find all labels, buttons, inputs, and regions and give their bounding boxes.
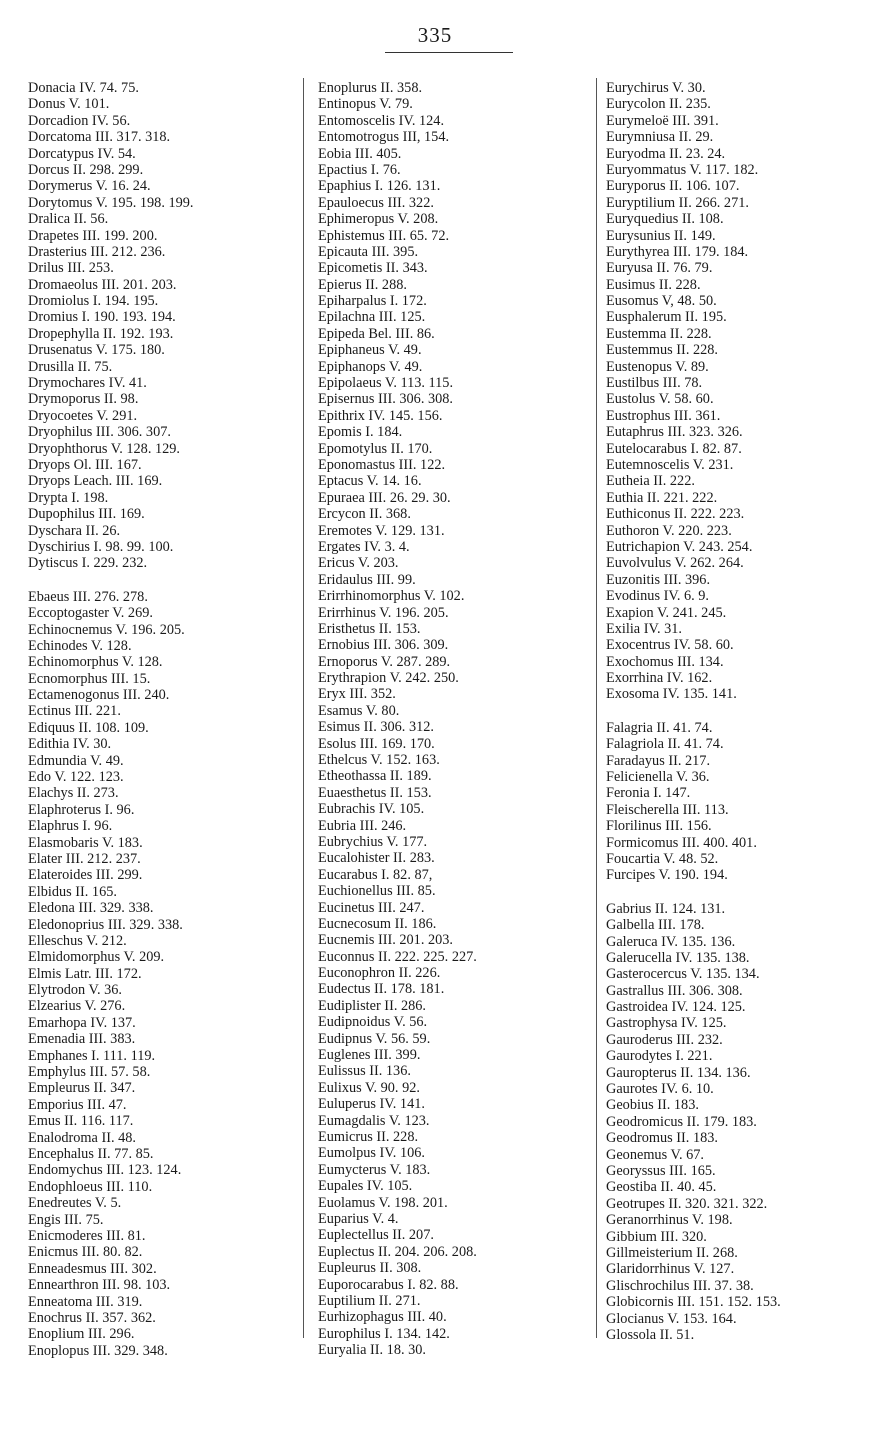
index-entry: Eucnecosum II. 186.: [318, 915, 437, 932]
index-entry: Epipeda Bel. III. 86.: [318, 325, 435, 342]
index-entry: Enoplium III. 296.: [28, 1326, 135, 1343]
index-entry: Euryalia II. 18. 30.: [318, 1342, 426, 1359]
index-entry: Euglenes III. 399.: [318, 1047, 421, 1064]
index-entry: Ernoporus V. 287. 289.: [318, 653, 451, 670]
index-entry: Geobius II. 183.: [606, 1097, 699, 1114]
index-entry: Drymochares IV. 41.: [28, 375, 147, 392]
index-entry: Enoplurus II. 358.: [318, 80, 423, 96]
index-entry: Euryommatus V. 117. 182.: [606, 161, 759, 178]
index-entry: Enedreutes V. 5.: [28, 1195, 122, 1212]
index-entry: Eumagdalis V. 123.: [318, 1112, 430, 1129]
index-entry: Euvolvulus V. 262. 264.: [606, 555, 744, 572]
index-entry: Echinocnemus V. 196. 205.: [28, 621, 185, 638]
index-entry: Euryporus II. 106. 107.: [606, 178, 740, 195]
index-entry: Elleschus V. 212.: [28, 932, 127, 949]
index-entry: Emphylus III. 57. 58.: [28, 1064, 151, 1081]
index-entry: Euptilium II. 271.: [318, 1292, 421, 1309]
index-entry: Drilus III. 253.: [28, 260, 114, 277]
index-entry: Falagria II. 41. 74.: [606, 719, 713, 736]
index-entry: Drymoporus II. 98.: [28, 391, 139, 408]
index-entry: Echinodes V. 128.: [28, 637, 132, 654]
index-entry: Galeruca IV. 135. 136.: [606, 933, 736, 950]
index-entry: Ercycon II. 368.: [318, 506, 411, 523]
index-entry: Empleurus II. 347.: [28, 1080, 136, 1097]
index-entry: Ephimeropus V. 208.: [318, 211, 439, 228]
index-entry: Epomis I. 184.: [318, 424, 403, 441]
index-entry: Eremotes V. 129. 131.: [318, 522, 445, 539]
index-entry: Etheothassa II. 189.: [318, 768, 432, 785]
index-entry: Epiphanops V. 49.: [318, 358, 423, 375]
index-entry: Euryquedius II. 108.: [606, 211, 724, 228]
index-entry: Eustemma II. 228.: [606, 325, 712, 342]
index-entry: Drasterius III. 212. 236.: [28, 243, 166, 260]
index-entry: Eupleurus II. 308.: [318, 1260, 422, 1277]
index-entry: Eudiplister II. 286.: [318, 997, 427, 1014]
index-entry: Eustolus V. 58. 60.: [606, 391, 714, 408]
index-entry: Epomotylus II. 170.: [318, 440, 433, 457]
index-entry: Epactius I. 76.: [318, 161, 401, 178]
index-entry: Euparius V. 4.: [318, 1210, 399, 1227]
index-entry: Entomotrogus III, 154.: [318, 129, 450, 146]
index-entry: Episernus III. 306. 308.: [318, 391, 454, 408]
index-entry: Ephistemus III. 65. 72.: [318, 227, 450, 244]
index-entry: Exilia IV. 31.: [606, 620, 682, 637]
index-entry: Gastrophysa IV. 125.: [606, 1015, 727, 1032]
index-entry: Ebaeus III. 276. 278.: [28, 588, 148, 605]
index-entry: Eurythyrea III. 179. 184.: [606, 243, 749, 260]
index-entry: Eusimus II. 228.: [606, 276, 701, 293]
index-entry: Epauloecus III. 322.: [318, 194, 434, 211]
index-entry: Eumolpus IV. 106.: [318, 1145, 425, 1162]
index-entry: Gastrallus III. 306. 308.: [606, 982, 743, 999]
index-entry: Eustrophus III. 361.: [606, 407, 721, 424]
index-entry: Drypta I. 198.: [28, 489, 109, 506]
index-entry: Dorymerus V. 16. 24.: [28, 178, 151, 195]
index-entry: Dorcatypus IV. 54.: [28, 145, 136, 162]
index-entry: Epicometis II. 343.: [318, 260, 428, 277]
index-entry: Eubria III. 246.: [318, 817, 407, 834]
index-column-3: [606, 80, 868, 1343]
index-entry: Drapetes III. 199. 200.: [28, 227, 158, 244]
index-entry: Euluperus IV. 141.: [318, 1096, 425, 1113]
index-entry: Exapion V. 241. 245.: [606, 604, 727, 621]
index-entry: Ericus V. 203.: [318, 555, 399, 572]
index-entry: Ernobius III. 306. 309.: [318, 637, 449, 654]
index-entry: Edmundia V. 49.: [28, 752, 124, 769]
index-entry: Gillmeisterium II. 268.: [606, 1244, 738, 1261]
index-entry: Epaphius I. 126. 131.: [318, 178, 441, 195]
index-entry: Galerucella IV. 135. 138.: [606, 949, 750, 966]
index-entry: Gaurodytes I. 221.: [606, 1048, 713, 1065]
index-entry: Euryodma II. 23. 24.: [606, 145, 726, 162]
index-entry: Dryops Leach. III. 169.: [28, 473, 163, 490]
section-gap: [606, 703, 868, 720]
index-entry: Exosoma IV. 135. 141.: [606, 686, 737, 703]
index-entry: Eccoptogaster V. 269.: [28, 605, 153, 622]
index-entry: Ediquus II. 108. 109.: [28, 719, 149, 736]
index-entry: Eudipnus V. 56. 59.: [318, 1030, 431, 1047]
index-entry: Emporius III. 47.: [28, 1096, 127, 1113]
index-entry: Ecnomorphus III. 15.: [28, 670, 151, 687]
index-entry: Gasterocercus V. 135. 134.: [606, 966, 760, 983]
index-entry: Dupophilus III. 169.: [28, 506, 145, 523]
index-entry: Eutrichapion V. 243. 254.: [606, 538, 753, 555]
index-entry: Glischrochilus III. 37. 38.: [606, 1277, 754, 1294]
index-entry: Eustilbus III. 78.: [606, 375, 703, 392]
index-entry: Euthiconus II. 222. 223.: [606, 506, 745, 523]
index-entry: Donus V. 101.: [28, 96, 110, 113]
index-entry: Ergates IV. 3. 4.: [318, 538, 410, 555]
index-entry: Gauropterus II. 134. 136.: [606, 1064, 751, 1081]
index-entry: Dytiscus I. 229. 232.: [28, 555, 148, 572]
index-entry: Exochomus III. 134.: [606, 653, 724, 670]
index-entry: Erirrhinomorphus V. 102.: [318, 588, 465, 605]
index-entry: Elzearius V. 276.: [28, 998, 126, 1015]
index-entry: Elmidomorphus V. 209.: [28, 949, 165, 966]
index-entry: Eusomus V, 48. 50.: [606, 293, 717, 310]
index-entry: Epierus II. 288.: [318, 276, 407, 293]
index-entry: Eusphalerum II. 195.: [606, 309, 727, 326]
index-entry: Eridaulus III. 99.: [318, 571, 416, 588]
index-entry: Euplectus II. 204. 206. 208.: [318, 1243, 477, 1260]
page-number: 335: [417, 23, 453, 47]
index-entry: Geranorrhinus V. 198.: [606, 1212, 733, 1229]
index-entry: Eucalohister II. 283.: [318, 850, 435, 867]
index-entry: Emphanes I. 111. 119.: [28, 1047, 156, 1064]
index-entry: Elaphrus I. 96.: [28, 818, 113, 835]
index-entry: Eurychirus V. 30.: [606, 80, 706, 96]
index-entry: Gastroidea IV. 124. 125.: [606, 999, 746, 1016]
index-entry: Encephalus II. 77. 85.: [28, 1146, 154, 1162]
index-entry: Elaphroterus I. 96.: [28, 801, 135, 818]
index-entry: Eurymniusa II. 29.: [606, 129, 714, 146]
index-entry: Eptacus V. 14. 16.: [318, 473, 422, 490]
index-entry: Eubrychius V. 177.: [318, 833, 428, 850]
index-entry: Exocentrus IV. 58. 60.: [606, 637, 734, 654]
index-entry: Eutemnoscelis V. 231.: [606, 456, 734, 473]
index-entry: Endomychus III. 123. 124.: [28, 1162, 182, 1179]
index-entry: Euthoron V. 220. 223.: [606, 522, 732, 539]
index-entry: Epiphaneus V. 49.: [318, 342, 422, 359]
index-entry: Eurycolon II. 235.: [606, 96, 711, 113]
index-entry: Geostiba II. 40. 45.: [606, 1179, 717, 1196]
index-entry: Exorrhina IV. 162.: [606, 670, 713, 687]
index-entry: Epicauta III. 395.: [318, 243, 419, 260]
index-entry: Esolus III. 169. 170.: [318, 735, 435, 752]
index-entry: Gibbium III. 320.: [606, 1228, 707, 1245]
index-entry: Emarhopa IV. 137.: [28, 1014, 136, 1031]
index-entry: Eutheia II. 222.: [606, 473, 695, 490]
index-entry: Elasmobaris V. 183.: [28, 834, 143, 851]
index-entry: Glaridorrhinus V. 127.: [606, 1261, 735, 1278]
index-entry: Furcipes V. 190. 194.: [606, 867, 728, 884]
index-entry: Eucnemis III. 201. 203.: [318, 932, 453, 949]
index-entry: Geonemus V. 67.: [606, 1146, 704, 1163]
index-entry: Eledonoprius III. 329. 338.: [28, 916, 183, 933]
index-entry: Emenadia III. 383.: [28, 1031, 136, 1048]
index-entry: Echinomorphus V. 128.: [28, 654, 163, 671]
header-rule: [385, 52, 513, 53]
index-entry: Eutelocarabus I. 82. 87.: [606, 440, 742, 457]
index-entry: Globicornis III. 151. 152. 153.: [606, 1294, 781, 1311]
index-entry: Dorcatoma III. 317. 318.: [28, 129, 171, 146]
index-entry: Eudipnoidus V. 56.: [318, 1014, 428, 1031]
index-entry: Epipolaeus V. 113. 115.: [318, 375, 454, 392]
index-entry: Epuraea III. 26. 29. 30.: [318, 489, 451, 506]
section-gap: [606, 884, 868, 901]
index-entry: Eumycterus V. 183.: [318, 1161, 431, 1178]
index-entry: Euthia II. 221. 222.: [606, 489, 718, 506]
index-entry: Ectamenogonus III. 240.: [28, 687, 170, 704]
index-entry: Felicienella V. 36.: [606, 769, 710, 786]
index-entry: Formicomus III. 400. 401.: [606, 834, 757, 851]
index-entry: Drusenatus V. 175. 180.: [28, 342, 165, 359]
index-entry: Enochrus II. 357. 362.: [28, 1309, 156, 1326]
index-entry: Eustemmus II. 228.: [606, 342, 718, 359]
index-entry: Eumicrus II. 228.: [318, 1129, 419, 1145]
index-entry: Georyssus III. 165.: [606, 1163, 716, 1179]
index-entry: Emus II. 116. 117.: [28, 1113, 134, 1130]
index-entry: Entinopus V. 79.: [318, 96, 413, 113]
index-entry: Eudectus II. 178. 181.: [318, 981, 445, 998]
index-entry: Geotrupes II. 320. 321. 322.: [606, 1195, 768, 1212]
index-entry: Euconnus II. 222. 225. 227.: [318, 948, 477, 965]
index-entry: Evodinus IV. 6. 9.: [606, 588, 709, 605]
index-entry: Dromiolus I. 194. 195.: [28, 293, 159, 310]
index-entry: Euconophron II. 226.: [318, 965, 441, 982]
index-entry: Epilachna III. 125.: [318, 309, 426, 326]
index-entry: Drusilla II. 75.: [28, 358, 113, 375]
index-entry: Enalodroma II. 48.: [28, 1129, 136, 1146]
index-entry: Enicmoderes III. 81.: [28, 1227, 146, 1244]
index-entry: Geodromicus II. 179. 183.: [606, 1113, 757, 1130]
index-entry: Elachys II. 273.: [28, 785, 119, 802]
index-entry: Dryophilus III. 306. 307.: [28, 424, 171, 441]
index-entry: Eupales IV. 105.: [318, 1178, 413, 1195]
index-entry: Europhilus I. 134. 142.: [318, 1325, 450, 1342]
index-entry: Ectinus III. 221.: [28, 703, 121, 720]
index-entry: Eurymeloë III. 391.: [606, 112, 719, 129]
index-entry: Eobia III. 405.: [318, 145, 402, 162]
index-entry: Enneatoma III. 319.: [28, 1293, 143, 1310]
index-entry: Dralica II. 56.: [28, 211, 109, 228]
index-entry: Foucartia V. 48. 52.: [606, 850, 719, 867]
index-column-1: [28, 80, 290, 1359]
index-entry: Eulissus II. 136.: [318, 1063, 411, 1080]
index-entry: Elateroides III. 299.: [28, 867, 143, 884]
index-entry: Dryocoetes V. 291.: [28, 407, 138, 424]
index-entry: Galbella III. 178.: [606, 917, 705, 934]
index-entry: Eulixus V. 90. 92.: [318, 1079, 420, 1096]
index-entry: Eutaphrus III. 323. 326.: [606, 424, 743, 441]
index-entry: Gaurotes IV. 6. 10.: [606, 1081, 714, 1098]
index-entry: Engis III. 75.: [28, 1211, 104, 1228]
index-entry: Edithia IV. 30.: [28, 736, 112, 753]
index-entry: Glocianus V. 153. 164.: [606, 1310, 737, 1327]
index-entry: Gabrius II. 124. 131.: [606, 900, 726, 917]
index-entry: Enoplopus III. 329. 348.: [28, 1342, 168, 1359]
index-entry: Esamus V. 80.: [318, 702, 400, 719]
index-entry: Geodromus II. 183.: [606, 1130, 718, 1147]
index-entry: Dryops Ol. III. 167.: [28, 456, 142, 473]
index-entry: Euryptilium II. 266. 271.: [606, 194, 749, 211]
index-entry: Endophloeus III. 110.: [28, 1178, 153, 1195]
index-entry: Eristhetus II. 153.: [318, 620, 421, 637]
index-entry: Eryx III. 352.: [318, 686, 396, 703]
index-entry: Dropephylla II. 192. 193.: [28, 325, 174, 342]
section-gap: [28, 572, 290, 589]
index-entry: Ethelcus V. 152. 163.: [318, 752, 440, 769]
index-entry: Gauroderus III. 232.: [606, 1031, 723, 1048]
index-entry: Elater III. 212. 237.: [28, 850, 141, 867]
index-entry: Florilinus III. 156.: [606, 818, 712, 835]
index-entry: Falagriola II. 41. 74.: [606, 736, 724, 753]
index-entry: Enicmus III. 80. 82.: [28, 1244, 143, 1261]
index-entry: Erythrapion V. 242. 250.: [318, 670, 459, 687]
index-entry: Epiharpalus I. 172.: [318, 293, 427, 310]
index-column-2: [318, 80, 580, 1358]
index-entry: Erirrhinus V. 196. 205.: [318, 604, 449, 621]
index-entry: Entomoscelis IV. 124.: [318, 112, 445, 129]
index-entry: Enneadesmus III. 302.: [28, 1260, 157, 1277]
index-entry: Dorcadion IV. 56.: [28, 112, 131, 129]
index-entry: Euporocarabus I. 82. 88.: [318, 1276, 459, 1293]
index-entry: Feronia I. 147.: [606, 785, 691, 802]
index-entry: Euchionellus III. 85.: [318, 883, 436, 900]
index-entry: Fleischerella III. 113.: [606, 801, 729, 818]
index-entry: Dyschirius I. 98. 99. 100.: [28, 538, 174, 555]
column-divider-right: [596, 78, 597, 1338]
index-entry: Dryophthorus V. 128. 129.: [28, 440, 180, 457]
index-entry: Eubrachis IV. 105.: [318, 801, 425, 818]
index-entry: Elbidus II. 165.: [28, 883, 117, 900]
index-entry: Euolamus V. 198. 201.: [318, 1194, 448, 1211]
index-entry: Eledona III. 329. 338.: [28, 900, 154, 917]
index-entry: Dorcus II. 298. 299.: [28, 161, 144, 178]
column-divider-left: [303, 78, 304, 1338]
index-entry: Dyschara II. 26.: [28, 522, 121, 539]
index-entry: Euryusa II. 76. 79.: [606, 260, 713, 277]
index-entry: Elytrodon V. 36.: [28, 982, 122, 999]
index-entry: Donacia IV. 74. 75.: [28, 80, 139, 96]
index-entry: Euplectellus II. 207.: [318, 1227, 434, 1244]
index-entry: Eurhizophagus III. 40.: [318, 1309, 447, 1326]
index-entry: Ennearthron III. 98. 103.: [28, 1277, 171, 1294]
index-entry: Dromius I. 190. 193. 194.: [28, 309, 176, 326]
index-entry: Dromaeolus III. 201. 203.: [28, 276, 177, 293]
index-entry: Eustenopus V. 89.: [606, 358, 709, 375]
index-entry: Faradayus II. 217.: [606, 752, 711, 769]
index-entry: Edo V. 122. 123.: [28, 769, 124, 786]
index-entry: Dorytomus V. 195. 198. 199.: [28, 194, 194, 211]
index-entry: Euzonitis III. 396.: [606, 571, 711, 588]
index-entry: Epithrix IV. 145. 156.: [318, 407, 443, 424]
index-entry: Esimus II. 306. 312.: [318, 719, 434, 736]
index-entry: Eucarabus I. 82. 87,: [318, 866, 433, 883]
index-entry: Euaesthetus II. 153.: [318, 784, 432, 801]
index-entry: Eurysunius II. 149.: [606, 227, 716, 244]
index-entry: Eponomastus III. 122.: [318, 456, 446, 473]
index-entry: Elmis Latr. III. 172.: [28, 965, 142, 982]
index-entry: Eucinetus III. 247.: [318, 899, 425, 916]
index-entry: Glossola II. 51.: [606, 1326, 695, 1343]
